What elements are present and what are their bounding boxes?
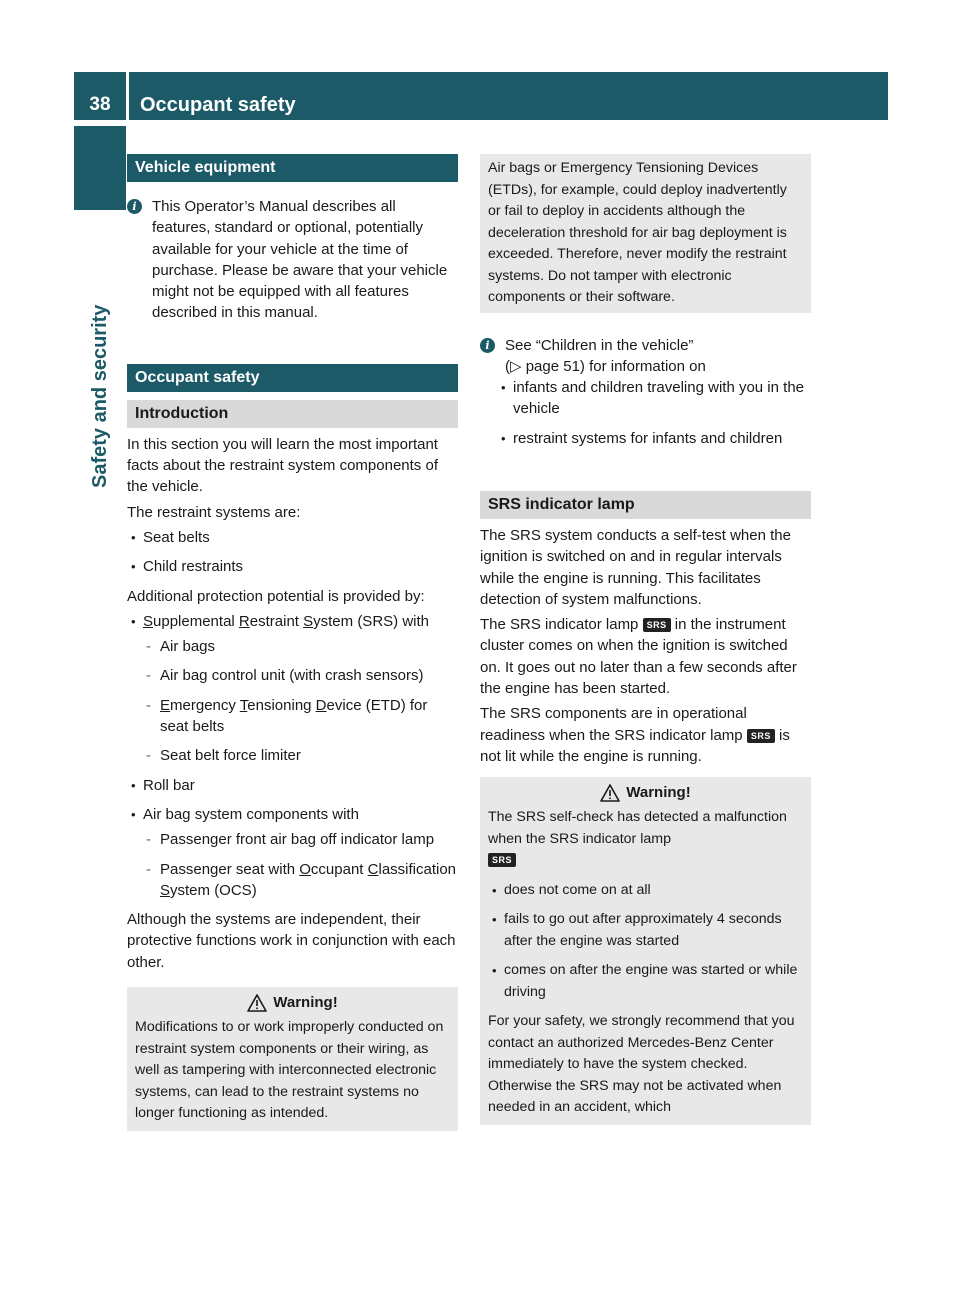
info-text: This Operator’s Manual describes all features, standard or optional, potentially available for your vehicle at the time of purchase. Please be aware that your vehicle might not be equipped with all features described in this manual. [152,198,448,322]
heading-vehicle-equipment: Vehicle equipment [127,154,458,182]
list-item-air-bag-components: • Air bag system components with - Passenger front air bag off indicator lamp - Passenger seat with Occupant Classification System (OCS) [127,804,458,901]
heading-occupant-safety: Occupant safety [127,364,458,392]
srs-readiness-paragraph: The SRS components are in operational readiness when the SRS indicator lamp SRS is not lit while the engine is running. [480,705,790,765]
list-item: • Seat belts [127,527,458,548]
info-icon: i [480,338,495,353]
sub-list-item: - Passenger front air bag off indicator lamp [143,829,458,850]
warning-box [127,987,458,1131]
srs-self-test-paragraph: The SRS system conducts a self-test when the ignition is switched on and in regular intervals while the engine is running. This facilitates detection of system malfunctions. [480,526,791,608]
side-section-label: Safety and security [89,304,111,488]
srs-lamp-icon: SRS [488,853,516,867]
list-item: • Child restraints [127,556,458,577]
warning-box-continued [480,154,811,313]
page-reference[interactable]: (▷ page 51) for information on [505,357,706,375]
warning-title: Warning! [488,783,803,803]
info-note-vehicle-equipment [127,196,458,324]
warning-continued-text: Air bags or Emergency Tensioning Devices (ETDs), for example, could deploy inadvertently or fail to deploy in accidents although the deceleration threshold for air bag deployment is exceeded. Therefore, never modify the restraint systems. Do not tamper with electronic components or their software. [488,160,787,305]
list-item: • restraint systems for infants and children [497,428,811,449]
sub-list-item: - Passenger seat with Occupant Classification System (OCS) [143,859,458,902]
warning-triangle-icon [600,784,620,802]
sub-list-item: - Air bags [143,636,458,657]
srs-lamp-icon: SRS [747,729,775,743]
warning-list [488,880,803,1004]
sub-list-item: - Seat belt force limiter [143,745,458,766]
list-item: • Roll bar [127,775,458,796]
warning-text: The SRS self-check has detected a malfunction when the SRS indicator lamp [488,809,787,847]
header-divider [126,72,129,120]
sub-list-item: - Air bag control unit (with crash sensors) [143,665,458,686]
restraint-systems-label: The restraint systems are: [127,503,301,521]
list-item: • infants and children traveling with you in the vehicle [497,377,811,420]
srs-sub-list [143,636,458,766]
intro-paragraph: In this section you will learn the most important facts about the restraint system components of the vehicle. [127,435,438,496]
list-item-srs: • Supplemental Restraint System (SRS) with - Air bags - Air bag control unit (with crash sensors) - Emergency Tensioning Device (ETD) for seat belts - Seat belt force limiter [127,611,458,767]
list-item: • does not come on at all [488,880,803,902]
srs-lamp-icon: SRS [643,618,671,632]
page-number: 38 [89,94,111,115]
list-item: • comes on after the engine was started or while driving [488,960,803,1003]
protection-list [127,611,458,901]
srs-lamp-paragraph: The SRS indicator lamp SRS in the instrument cluster comes on when the ignition is switched on. It goes out no later than a few seconds after the engine has been started. [480,616,797,698]
info-note-children [480,335,811,378]
page-ref-arrow-icon: (▷ [505,357,522,375]
left-column [127,154,458,1131]
conjunction-paragraph: Although the systems are independent, their protective functions work in conjunction with each other. [127,911,456,971]
side-tab [74,126,126,210]
heading-srs-indicator-lamp: SRS indicator lamp [480,491,811,519]
warning-triangle-icon [247,994,267,1012]
heading-introduction: Introduction [127,400,458,428]
list-item: • fails to go out after approximately 4 seconds after the engine was started [488,909,803,952]
components-sub-list [143,829,458,901]
info-line: See “Children in the vehicle” [505,336,694,354]
restraint-list [127,527,458,578]
children-info-list [497,377,811,449]
warning-box-srs [480,777,811,1125]
additional-protection-label: Additional protection potential is provided by: [127,587,425,605]
warning-recommendation-text: For your safety, we strongly recommend that you contact an authorized Mercedes-Benz Center immediately to have the system checked. Otherwise the SRS may not be activated when needed in an accident, which [488,1013,795,1116]
warning-text: Modifications to or work improperly conducted on restraint system components or their wiring, as well as tampering with interconnected electronic systems, can lead to the restraint systems no longer functioning as intended. [135,1019,444,1122]
right-column [480,154,811,1125]
info-icon: i [127,199,142,214]
chapter-title: Occupant safety [140,94,296,116]
warning-title: Warning! [135,993,450,1013]
sub-list-item: - Emergency Tensioning Device (ETD) for seat belts [143,695,458,738]
